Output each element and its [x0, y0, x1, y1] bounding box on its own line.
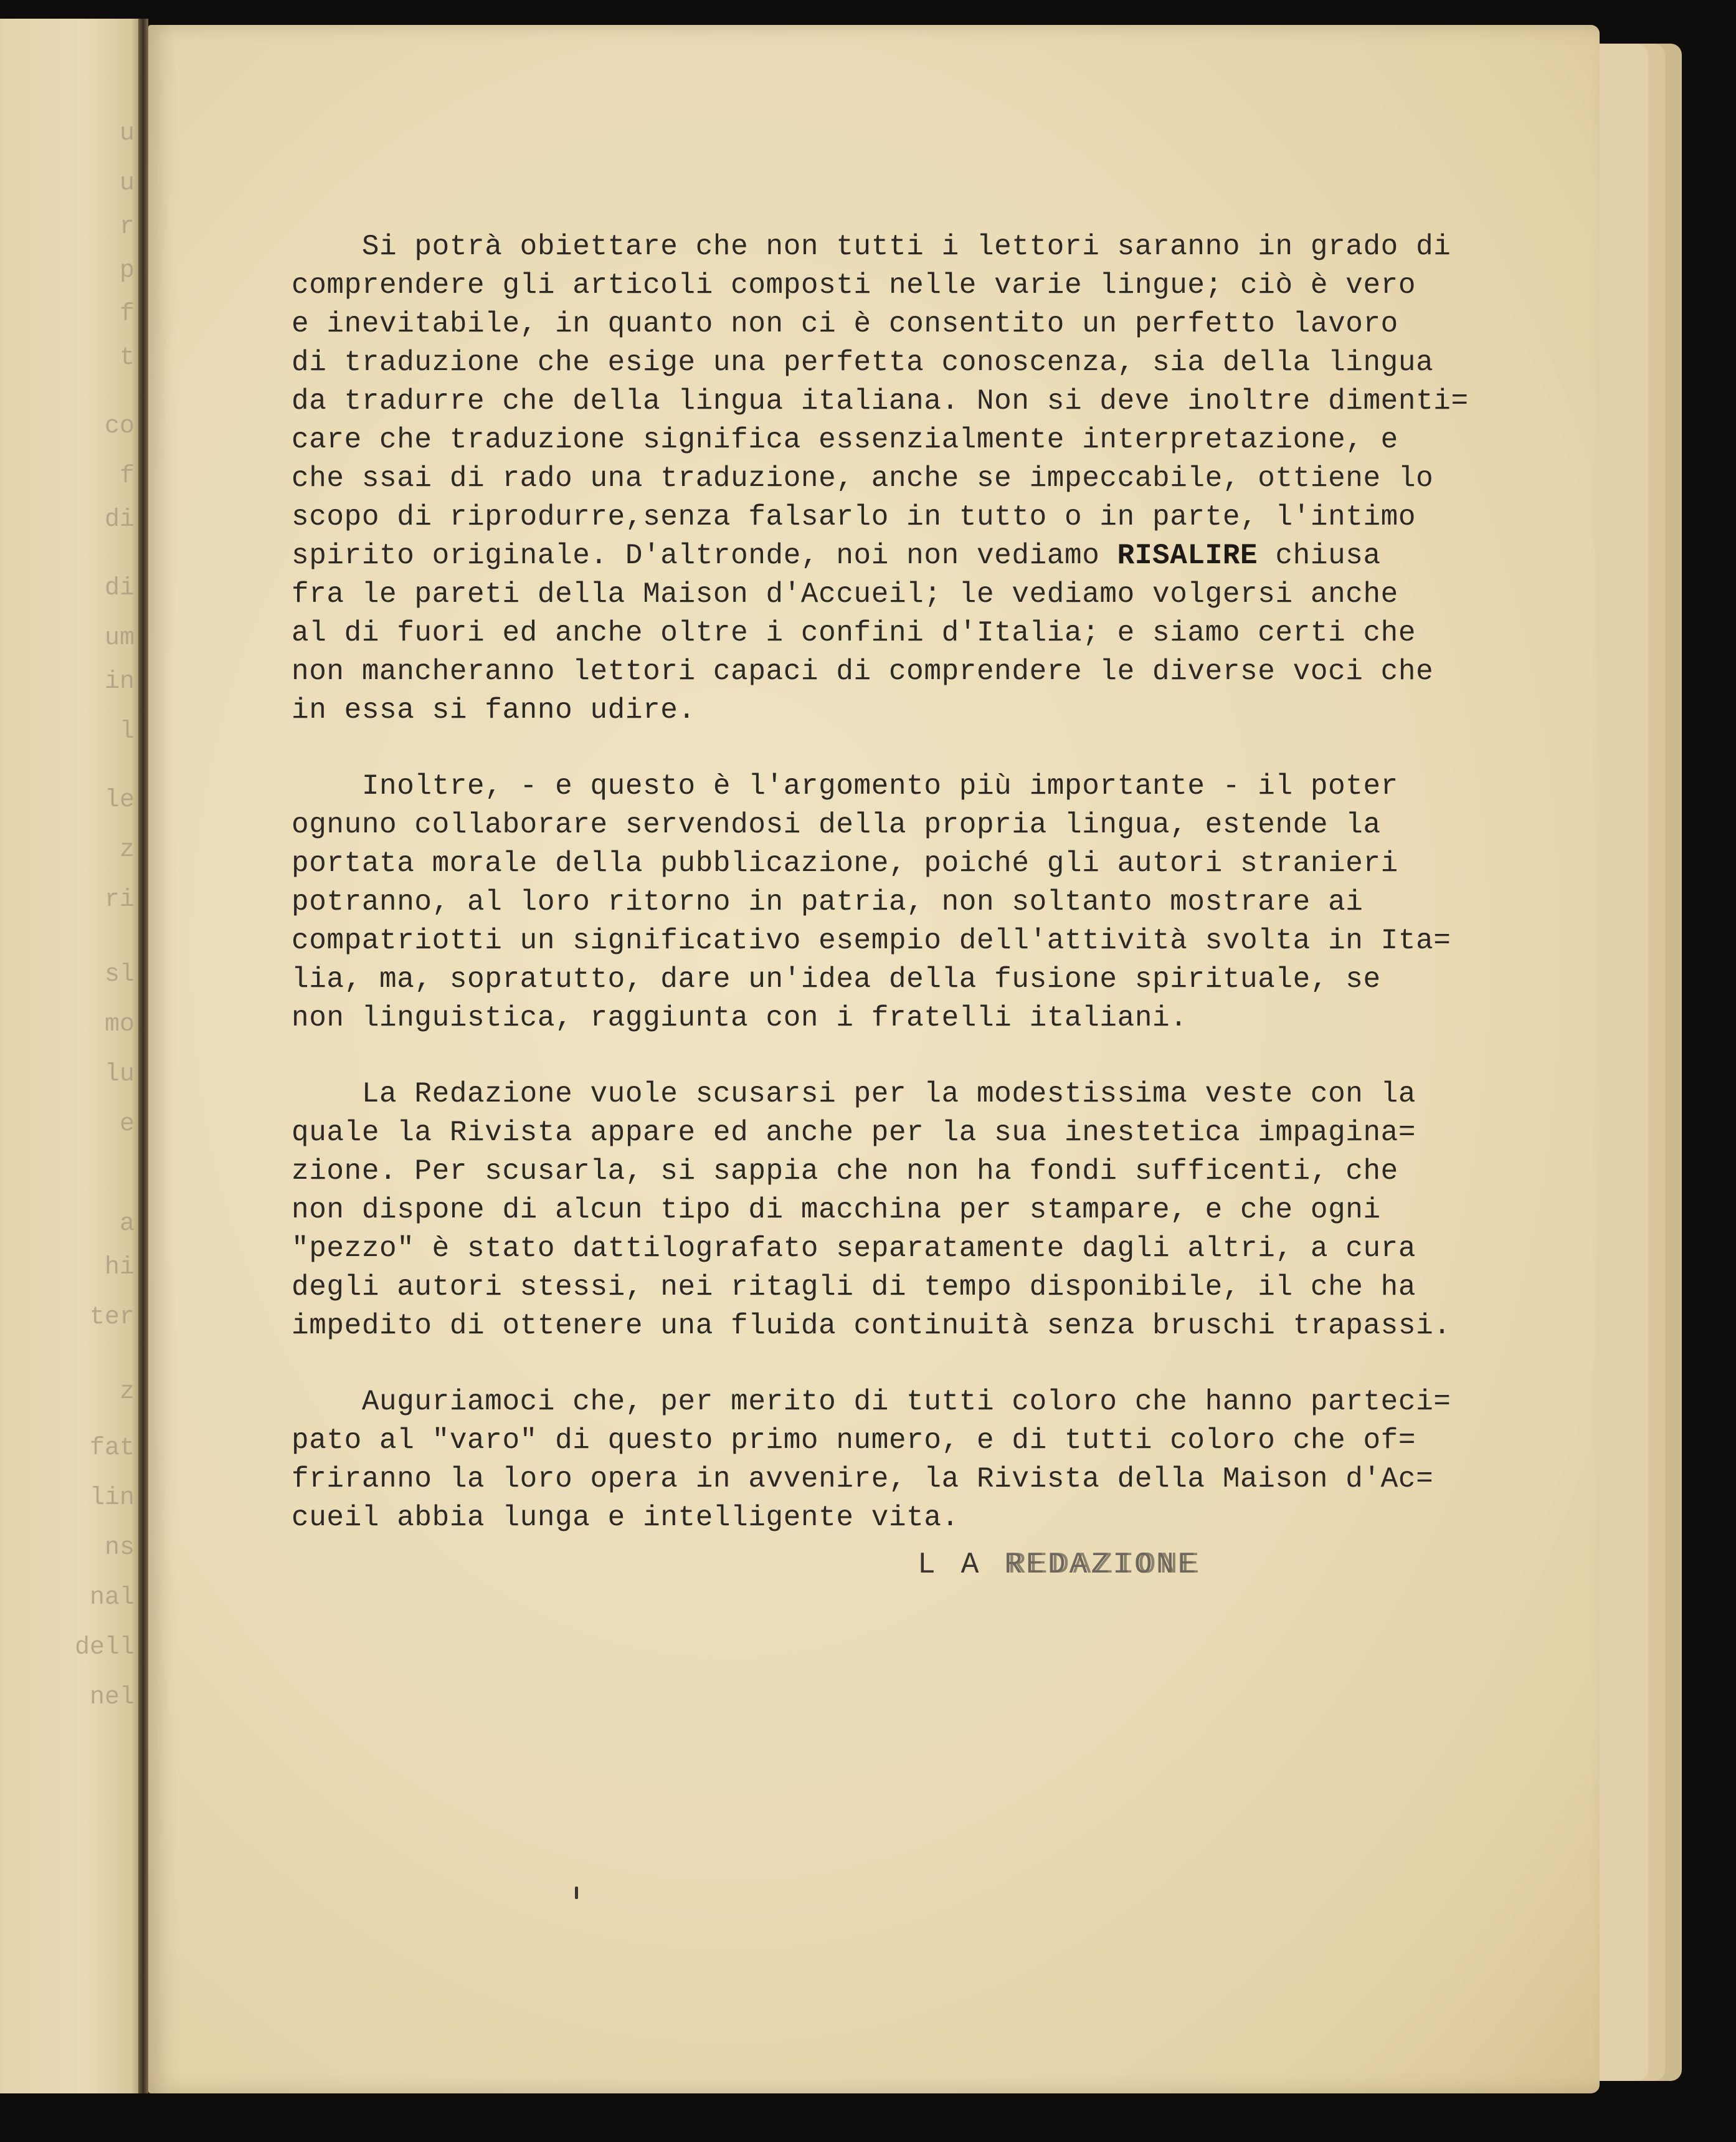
bleed-fragment: f [119, 462, 135, 490]
text-line: zione. Per scusarla, si sappia che non ha fondi sufficenti, che [292, 1155, 1398, 1188]
text-line: non linguistica, raggiunta con i fratelli italiani. [292, 1002, 1188, 1034]
bleed-fragment: u [119, 169, 135, 198]
typewritten-page [148, 25, 1600, 2093]
bleed-fragment: t [119, 344, 135, 372]
bleed-fragment: in [104, 668, 135, 696]
bleed-fragment: nal [89, 1584, 135, 1612]
previous-page-strip [0, 19, 138, 2093]
bleed-fragment: p [119, 257, 135, 285]
text-line: friranno la loro opera in avvenire, la Rivista della Maison d'Ac= [292, 1463, 1434, 1495]
bleed-fragment: ri [104, 886, 135, 914]
book-gutter [138, 19, 148, 2093]
paragraph [292, 227, 1550, 730]
bleed-fragment: nel [89, 1683, 135, 1711]
stray-ink-mark [575, 1887, 578, 1899]
text-line: lia, ma, sopratutto, dare un'idea della fusione spirituale, se [292, 963, 1381, 996]
bleed-fragment: le [104, 786, 135, 814]
bleed-fragment: fat [89, 1434, 135, 1462]
bleed-fragment: di [104, 506, 135, 534]
text-line: pato al "varo" di questo primo numero, e di tutti coloro che of= [292, 1424, 1416, 1457]
signature-name: REDAZIONE [1004, 1548, 1200, 1582]
bleed-fragment: lin [89, 1484, 135, 1512]
bleed-fragment: dell [74, 1634, 135, 1662]
text-line: non dispone di alcun tipo di macchina per stampare, e che ogni [292, 1194, 1381, 1226]
text-line: care che traduzione significa essenzialmente interpretazione, e [292, 424, 1398, 456]
bleed-fragment: lu [104, 1060, 135, 1088]
paragraph [292, 1075, 1550, 1345]
text-line: compatriotti un significativo esempio dell'attività svolta in Ita= [292, 925, 1451, 957]
bleed-fragment: e [119, 1110, 135, 1138]
text-line: "pezzo" è stato dattilografato separatamente dagli altri, a cura [292, 1232, 1416, 1265]
bleed-fragment: l [119, 718, 135, 746]
text-line: in essa si fanno udire. [292, 694, 696, 726]
text-line: che ssai di rado una traduzione, anche se impeccabile, ottiene lo [292, 462, 1434, 495]
text-line: di traduzione che esige una perfetta conoscenza, sia della lingua [292, 346, 1434, 379]
text-line: ognuno collaborare servendosi della propria lingua, estende la [292, 809, 1381, 841]
bleed-fragment: f [119, 300, 135, 328]
text-line: al di fuori ed anche oltre i confini d'Italia; e siamo certi che [292, 617, 1416, 649]
text-line: degli autori stessi, nei ritagli di tempo disponibile, il che ha [292, 1271, 1416, 1303]
journal-title: RISALIRE [1117, 540, 1258, 572]
bleed-fragment: hi [104, 1254, 135, 1282]
text-line: quale la Rivista appare ed anche per la sua inestetica impagina= [292, 1116, 1416, 1149]
paragraph [292, 1383, 1550, 1537]
text-line: portata morale della pubblicazione, poiché gli autori stranieri [292, 847, 1398, 880]
bleed-fragment: a [119, 1210, 135, 1238]
text-line: spirito originale. D'altronde, noi non vediamo RISALIRE chiusa [292, 540, 1381, 572]
text-line: Inoltre, - e questo è l'argomento più importante - il poter [292, 770, 1398, 802]
bleed-fragment: um [104, 624, 135, 652]
text-line: potranno, al loro ritorno in patria, non soltanto mostrare ai [292, 886, 1364, 918]
text-line: non mancheranno lettori capaci di comprendere le diverse voci che [292, 655, 1434, 688]
text-line: e inevitabile, in quanto non ci è consentito un perfetto lavoro [292, 308, 1398, 340]
text-line: Auguriamoci che, per merito di tutti coloro che hanno parteci= [292, 1386, 1451, 1418]
bleed-fragment: z [119, 1378, 135, 1406]
signature-prefix: L A [918, 1548, 1005, 1582]
text-line: fra le pareti della Maison d'Accueil; le vediamo volgersi anche [292, 578, 1398, 611]
bleed-fragment: di [104, 574, 135, 602]
bleed-fragment: sl [104, 961, 135, 989]
text-line: La Redazione vuole scusarsi per la modestissima veste con la [292, 1078, 1416, 1110]
text-line: Si potrà obiettare che non tutti i lettori saranno in grado di [292, 231, 1451, 263]
paragraph [292, 767, 1550, 1037]
body-text [292, 227, 1550, 1574]
bleed-fragment: mo [104, 1011, 135, 1039]
bleed-fragment: ter [89, 1303, 135, 1331]
text-line: cueil abbia lunga e intelligente vita. [292, 1502, 959, 1534]
bleed-fragment: co [104, 412, 135, 440]
bleed-fragment: z [119, 836, 135, 864]
text-line: da tradurre che della lingua italiana. Non si deve inoltre dimenti= [292, 385, 1469, 417]
text-line: impedito di ottenere una fluida continuità senza bruschi trapassi. [292, 1310, 1451, 1342]
bleed-fragment: ns [104, 1534, 135, 1562]
text-line: comprendere gli articoli composti nelle varie lingue; ciò è vero [292, 269, 1416, 302]
bleed-fragment: r [119, 213, 135, 241]
signature [918, 1548, 1199, 1582]
text-line: scopo di riprodurre,senza falsarlo in tutto o in parte, l'intimo [292, 501, 1416, 533]
bleed-fragment: u [119, 120, 135, 148]
